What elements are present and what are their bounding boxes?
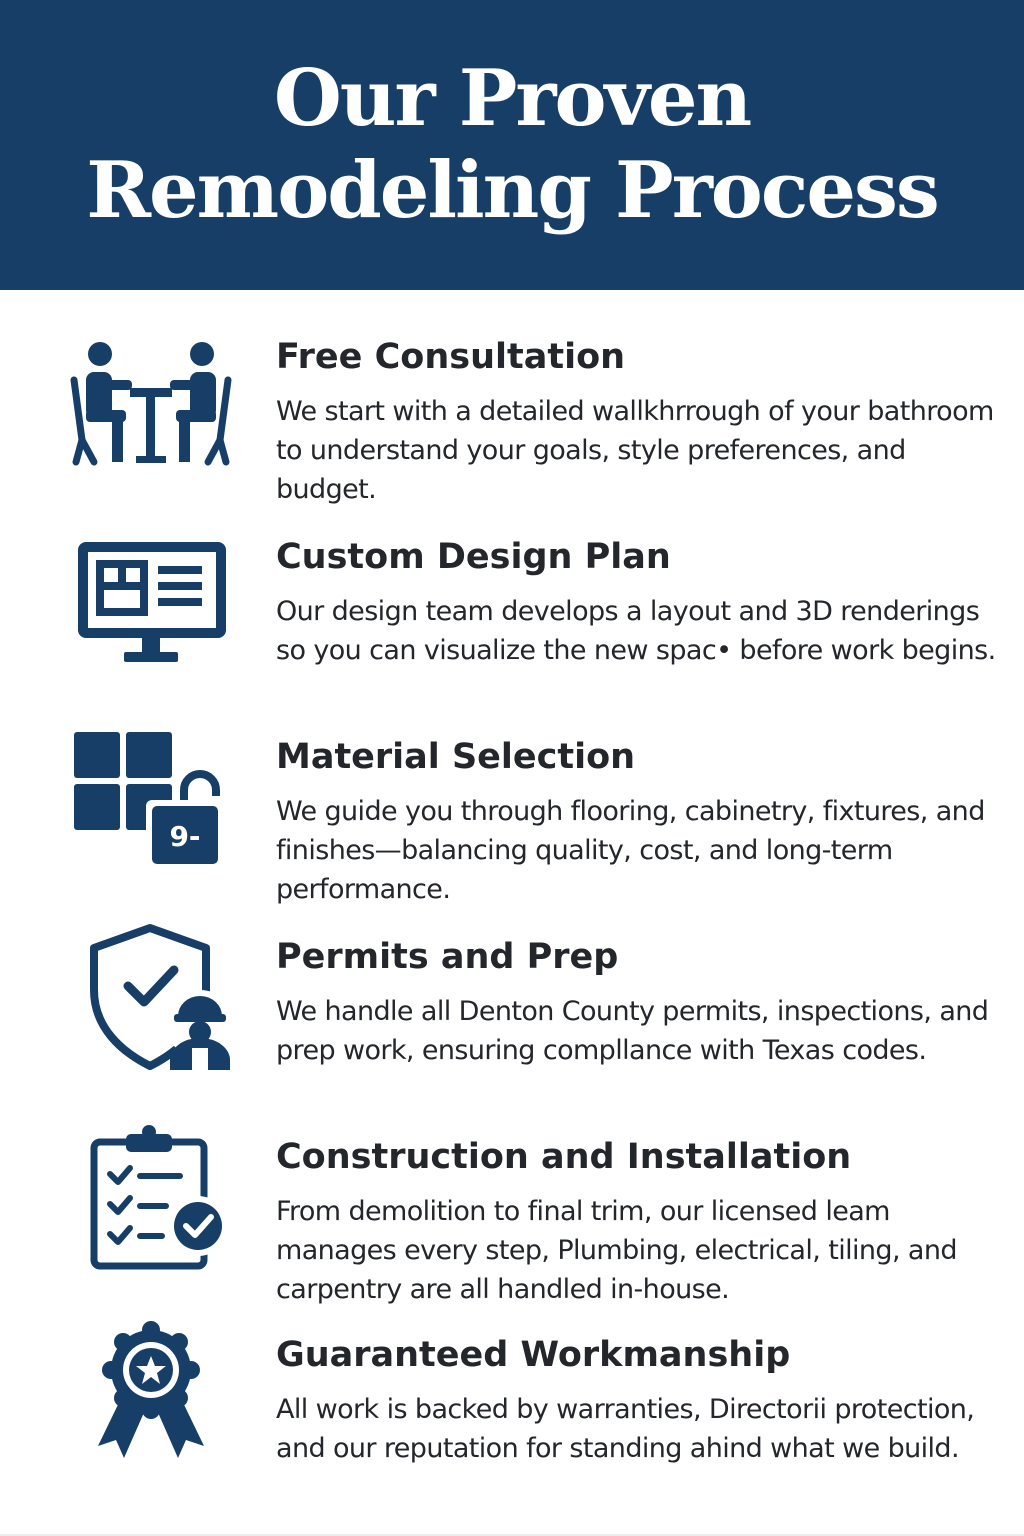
header-banner <box>0 0 1024 290</box>
step-title: Permits and Prep <box>276 937 619 977</box>
process-steps <box>0 290 1024 1536</box>
consultation-meeting-icon <box>66 320 236 470</box>
step-guaranteed-workmanship <box>0 1298 1024 1498</box>
step-free-consultation <box>0 300 1024 505</box>
step-permits-and-prep <box>0 900 1024 1100</box>
step-title: Free Consultation <box>276 337 626 377</box>
step-title: Custom Design Plan <box>276 537 671 577</box>
clipboard-checklist-icon <box>66 1120 236 1270</box>
step-description: We guide you through flooring, cabinetry, fixtures, and finishes—balancing quality, cost, and long-term performance. <box>276 796 985 905</box>
step-title: Guaranteed Workmanship <box>276 1335 791 1375</box>
page-title-line-2: Remodeling Process <box>86 145 938 236</box>
material-sample-tag-label: 9- <box>169 820 201 853</box>
step-description: From demolition to final trim, our licensed leam manages every step, Plumbing, electrical, tiling, and carpentry are all handled in-house. <box>276 1196 957 1305</box>
step-description: We start with a detailed wallkhrrough of your bathroom to understand your goals, style preferences, and budget. <box>276 396 994 505</box>
design-monitor-icon <box>66 520 236 670</box>
step-material-selection <box>0 700 1024 905</box>
material-samples-icon <box>66 720 236 870</box>
page-title-line-1: Our Proven <box>273 53 751 144</box>
step-construction-and-installation <box>0 1100 1024 1305</box>
step-title: Material Selection <box>276 737 636 777</box>
step-description: We handle all Denton County permits, inspections, and prep work, ensuring compllance with Texas codes. <box>276 996 989 1066</box>
shield-contractor-icon <box>66 920 236 1070</box>
step-description: Our design team develops a layout and 3D renderings so you can visualize the new spac• before work begins. <box>276 596 996 666</box>
step-custom-design-plan <box>0 500 1024 700</box>
step-title: Construction and Installation <box>276 1137 852 1177</box>
step-description: All work is backed by warranties, Directorii protection, and our reputation for standing ahind what we build. <box>276 1394 975 1464</box>
award-ribbon-icon <box>66 1318 236 1468</box>
